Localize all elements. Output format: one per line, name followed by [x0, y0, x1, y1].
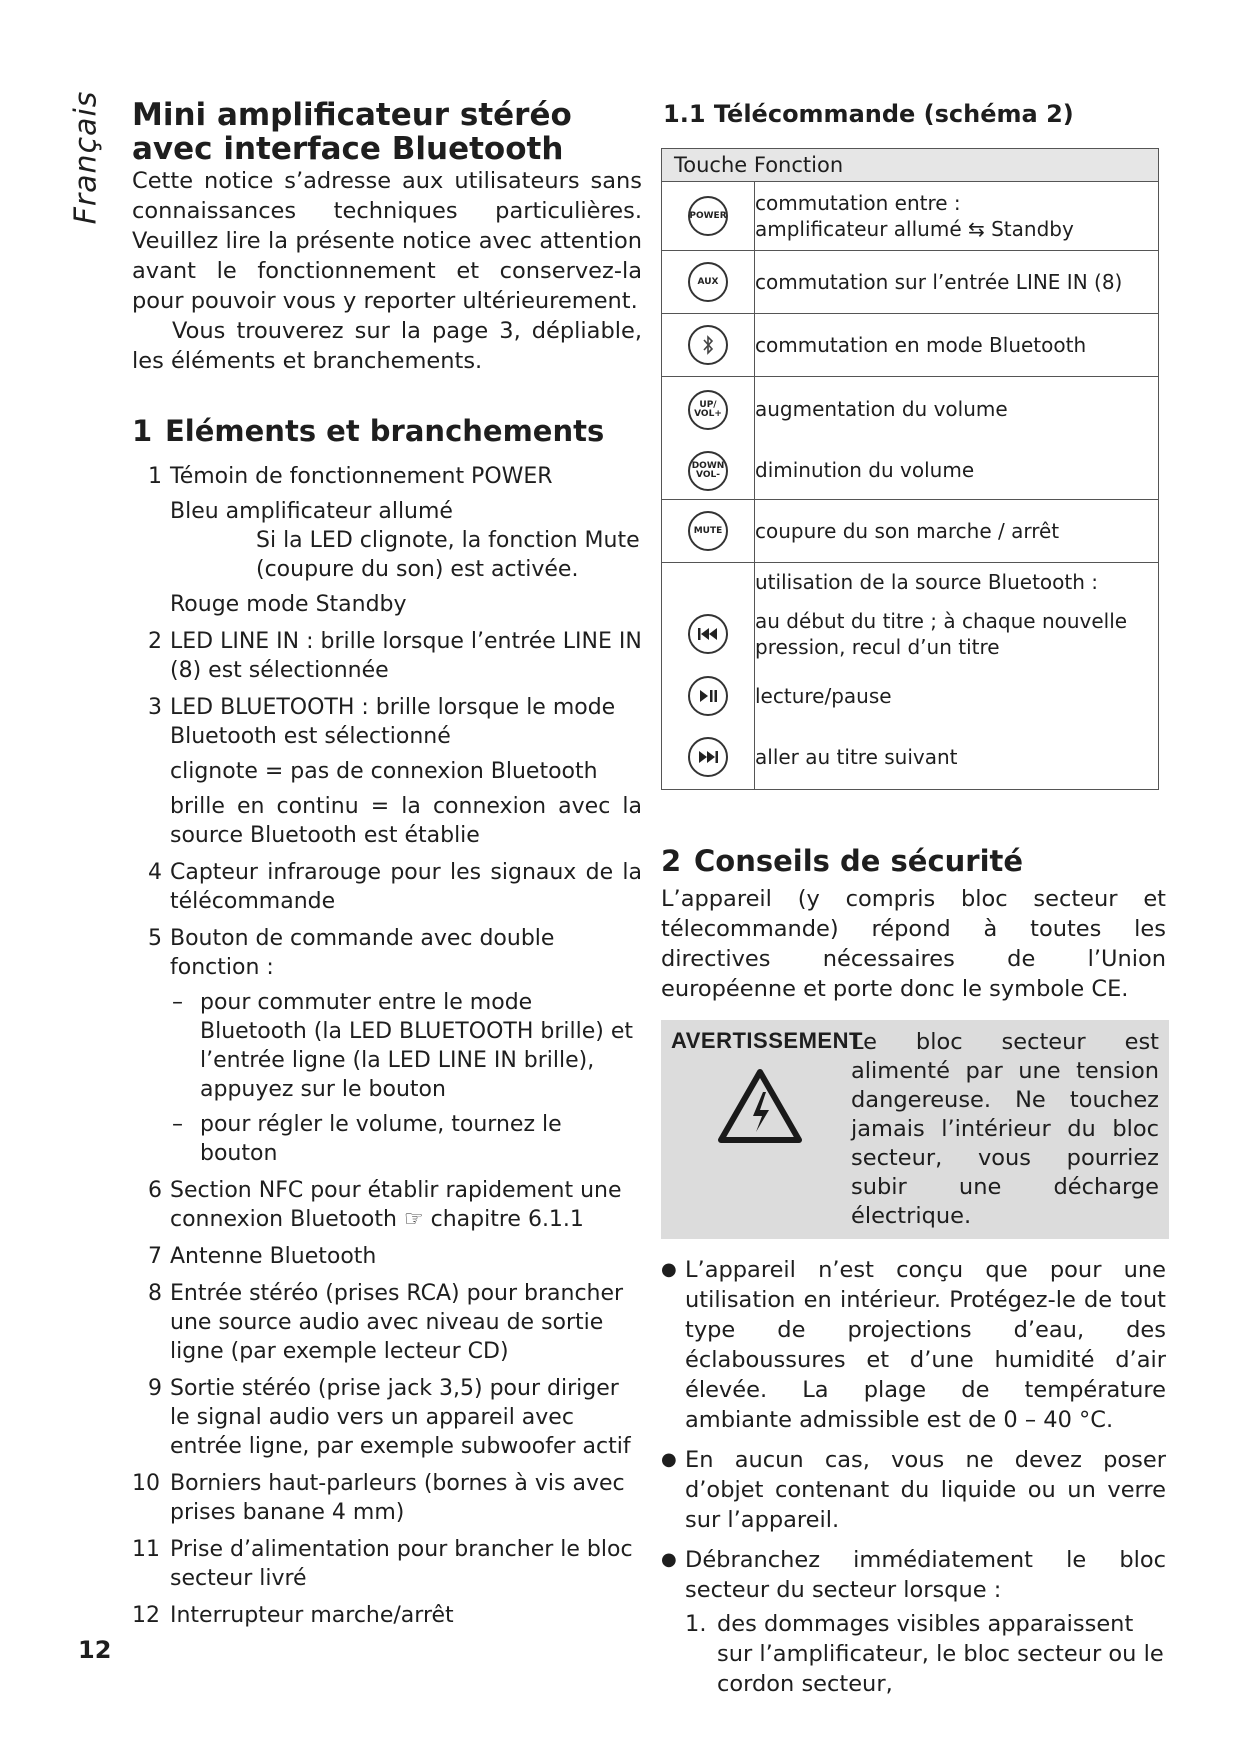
- list-item: [132, 1176, 642, 1234]
- item-5-sub-2-text: pour régler le volume, tournez le bouton: [200, 1112, 562, 1166]
- item-number: 11: [132, 1537, 160, 1562]
- volume-up-icon: [688, 390, 728, 430]
- table-row: [662, 182, 1159, 251]
- item-number: 3: [148, 695, 162, 720]
- bullet-marker: ●: [661, 1549, 677, 1570]
- item-text: Capteur infrarouge pour les signaux de la télécommande: [170, 860, 642, 914]
- safety-intro: L’appareil (y compris bloc secteur et télecommande) répond à toutes les directives nécessaires de l’Union européenne et porte donc le symbole CE.: [661, 886, 1166, 1002]
- item-number: 1: [148, 464, 162, 489]
- table-row: [662, 725, 1159, 790]
- section-1-heading: [132, 414, 642, 448]
- row-text: commutation en mode Bluetooth: [755, 314, 1159, 377]
- list-item: [661, 1255, 1166, 1435]
- table-row: [662, 563, 1159, 602]
- item-1-red-state: Rouge mode Standby: [170, 592, 407, 617]
- volume-down-icon: [688, 451, 728, 491]
- dash-marker: –: [172, 1112, 183, 1137]
- row-text: utilisation de la source Bluetooth :: [755, 563, 1159, 602]
- ordered-item: [661, 1609, 1166, 1699]
- remote-section-title: 1.1 Télécommande (schéma 2): [663, 100, 1074, 128]
- elements-list: [132, 462, 642, 1630]
- item-5-sub-2: [170, 1110, 642, 1168]
- list-item: [132, 693, 642, 850]
- high-voltage-warning-icon: [717, 1068, 851, 1148]
- row-text: commutation entre :: [755, 191, 961, 215]
- item-text: LED LINE IN : brille lorsque l’entrée LINE IN (8) est sélectionnée: [170, 629, 642, 683]
- item-number: 4: [148, 860, 162, 885]
- row-text: commutation sur l’entrée LINE IN (8): [755, 251, 1159, 314]
- dash-marker: –: [172, 990, 183, 1015]
- document-title: [132, 98, 642, 166]
- item-3-steady-state: brille en continu = la connexion avec la source Bluetooth est établie: [170, 794, 642, 848]
- play-pause-icon: [688, 676, 728, 716]
- section-1-title: Eléments et branchements: [165, 414, 605, 448]
- remote-table-header: Touche Fonction: [662, 149, 1159, 182]
- list-item: [132, 1374, 642, 1461]
- item-text: Borniers haut-parleurs (bornes à vis avec prises banane 4 mm): [170, 1471, 625, 1525]
- list-item: [132, 858, 642, 916]
- item-text: Sortie stéréo (prise jack 3,5) pour diriger le signal audio vers un appareil avec entrée ligne, par exemple subwoofer actif: [170, 1376, 631, 1459]
- item-5-sub-1-text: pour commuter entre le mode Bluetooth (la LED BLUETOOTH brille) et l’entrée ligne (la LED LINE IN brille), appuyez sur le bouton: [200, 990, 633, 1102]
- item-text: Témoin de fonctionnement POWER: [170, 464, 553, 489]
- bullet-text: En aucun cas, vous ne devez poser d’objet contenant du liquide ou un verre sur l’appareil.: [685, 1447, 1166, 1533]
- item-text: Section NFC pour établir rapidement une connexion Bluetooth ☞ chapitre 6.1.1: [170, 1178, 622, 1232]
- row-text: coupure du son marche / arrêt: [755, 500, 1159, 563]
- vol-plus-label: VOL+: [694, 409, 722, 419]
- intro-paragraph-2: Vous trouverez sur la page 3, dépliable, les éléments et branchements.: [132, 318, 642, 374]
- item-1-led-note: Si la LED clignote, la fonction Mute (coupure du son) est activée.: [256, 528, 640, 582]
- table-row: [662, 500, 1159, 563]
- title-line-2: avec interface Bluetooth: [132, 131, 564, 167]
- vol-minus-label: VOL-: [696, 470, 720, 480]
- table-row: [662, 601, 1159, 667]
- left-column: [132, 98, 642, 1638]
- item-text: Antenne Bluetooth: [170, 1244, 377, 1269]
- ordered-text: des dommages visibles apparaissent sur l’amplificateur, le bloc secteur ou le cordon secteur,: [717, 1611, 1164, 1697]
- item-number: 12: [132, 1603, 160, 1628]
- item-number: 6: [148, 1178, 162, 1203]
- table-row: [662, 377, 1159, 442]
- item-number: 9: [148, 1376, 162, 1401]
- list-item: [132, 1279, 642, 1366]
- section-2-number: 2: [661, 844, 682, 878]
- power-button-icon: POWER: [688, 196, 728, 236]
- bullet-marker: ●: [661, 1259, 677, 1280]
- page-number: 12: [78, 1636, 112, 1664]
- section-2-heading: [661, 844, 1166, 878]
- row-text: lecture/pause: [755, 667, 1159, 725]
- warning-label: AVERTISSEMENT: [671, 1028, 863, 1053]
- remote-control-table: [661, 148, 1159, 790]
- list-item: [132, 1535, 642, 1593]
- item-number: 2: [148, 629, 162, 654]
- ordered-number: 1.: [685, 1611, 707, 1637]
- previous-icon: [688, 614, 728, 654]
- bullet-marker: ●: [661, 1449, 677, 1470]
- language-label-text: Français: [68, 90, 104, 224]
- bluetooth-icon: [688, 325, 728, 365]
- item-number: 5: [148, 926, 162, 951]
- item-number: 10: [132, 1471, 160, 1496]
- table-row: [662, 667, 1159, 725]
- list-item: [132, 1242, 642, 1271]
- item-3-blink-state: clignote = pas de connexion Bluetooth: [170, 759, 598, 784]
- warning-text: Le bloc secteur est alimenté par une tension dangereuse. Ne touchez jamais l’intérieur du bloc secteur, vous pourriez subir une décharge électrique.: [851, 1029, 1159, 1229]
- table-row: [662, 441, 1159, 500]
- item-text: Entrée stéréo (prises RCA) pour brancher une source audio avec niveau de sortie ligne (par exemple lecteur CD): [170, 1281, 624, 1364]
- list-item: [661, 1545, 1166, 1605]
- item-text: Bouton de commande avec double fonction :: [170, 926, 555, 980]
- bullet-text: Débranchez immédiatement le bloc secteur du secteur lorsque :: [685, 1547, 1166, 1603]
- item-text: LED BLUETOOTH : brille lorsque le mode Bluetooth est sélectionné: [170, 695, 616, 749]
- list-item: [661, 1445, 1166, 1535]
- item-1-blue-state: Bleu amplificateur allumé: [170, 499, 453, 524]
- section-2-title: Conseils de sécurité: [694, 844, 1024, 878]
- vol-down-label: DOWN: [691, 461, 725, 471]
- row-text: aller au titre suivant: [755, 725, 1159, 790]
- next-icon: [688, 737, 728, 777]
- bullet-text: L’appareil n’est conçu que pour une utilisation en intérieur. Protégez-le de tout type de projections d’eau, des éclaboussures et d’une humidité d’air élevée. La plage de température ambiante admissible est de 0 – 40 °C.: [685, 1257, 1166, 1433]
- section-1-number: 1: [132, 414, 153, 448]
- right-column: [661, 100, 1166, 1699]
- item-number: 7: [148, 1244, 162, 1269]
- vol-up-label: UP/: [699, 400, 717, 410]
- list-item: [132, 627, 642, 685]
- item-number: 8: [148, 1281, 162, 1306]
- row-text: diminution du volume: [755, 441, 1159, 500]
- table-row: [662, 251, 1159, 314]
- list-item: [132, 462, 642, 619]
- aux-button-icon: AUX: [688, 262, 728, 302]
- safety-bullets: [661, 1255, 1166, 1699]
- list-item: [132, 1601, 642, 1630]
- item-5-sub-1: [170, 988, 642, 1104]
- list-item: [132, 1469, 642, 1527]
- item-text: Prise d’alimentation pour brancher le bloc secteur livré: [170, 1537, 633, 1591]
- warning-box: [661, 1020, 1169, 1239]
- language-side-label: [68, 92, 104, 222]
- table-row: [662, 314, 1159, 377]
- item-text: Interrupteur marche/arrêt: [170, 1603, 454, 1628]
- intro-paragraph-1: Cette notice s’adresse aux utilisateurs sans connaissances techniques particulières. Veuillez lire la présente notice avec attention avant le fonctionnement et conservez-la pour pouvoir vous y reporter ultérieurement.: [132, 168, 642, 314]
- row-text: augmentation du volume: [755, 377, 1159, 442]
- list-item: [132, 924, 642, 1168]
- mute-button-icon: MUTE: [688, 511, 728, 551]
- row-text: amplificateur allumé ⇆ Standby: [755, 217, 1074, 241]
- row-text: au début du titre ; à chaque nouvelle pression, recul d’un titre: [755, 601, 1159, 667]
- title-line-1: Mini amplificateur stéréo: [132, 97, 572, 133]
